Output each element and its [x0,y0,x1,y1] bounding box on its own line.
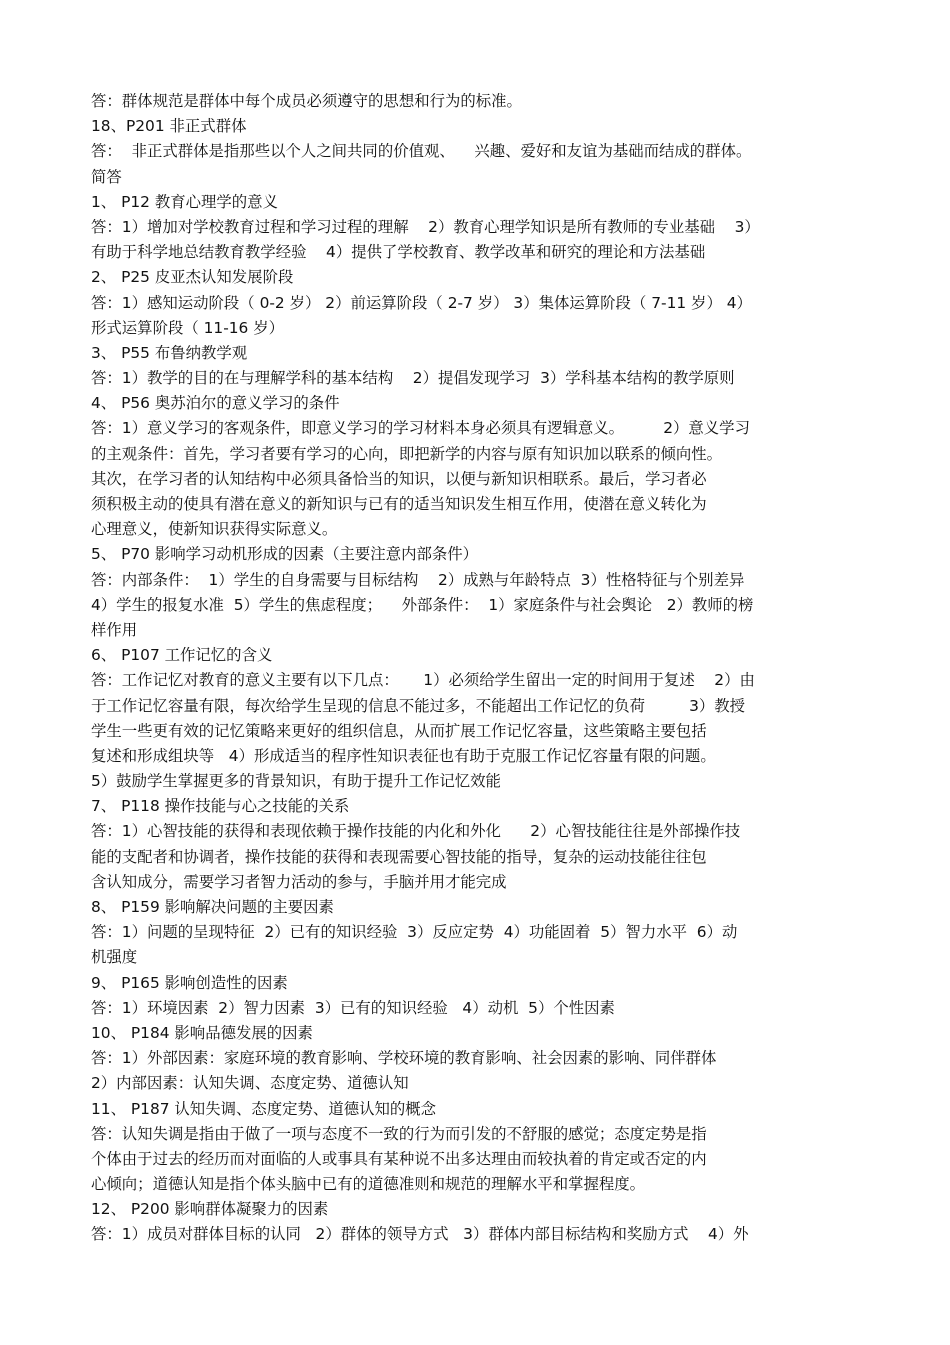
text-line: 答：1）问题的呈现特征 2）已有的知识经验 3）反应定势 4）功能固着 5）智力水平 6）动 [91,923,738,942]
text-line: 能的支配者和协调者，操作技能的获得和表现需要心智技能的指导，复杂的运动技能往往包 [91,847,707,866]
text-line: 须积极主动的使具有潜在意义的新知识与已有的适当知识发生相互作用，使潜在意义转化为 [91,495,707,513]
text-line: 答：1）成员对群体目标的认同 2）群体的领导方式 3）群体内部目标结构和奖励方式 4）外 [91,1225,749,1244]
text-line: 9、 P165 影响创造性的因素 [91,973,288,992]
text-line: 心理意义，使新知识获得实际意义。 [91,520,338,539]
text-line: 5）鼓励学生掌握更多的背景知识，有助于提升工作记忆效能 [91,772,501,791]
text-line: 12、 P200 影响群体凝聚力的因素 [91,1200,329,1219]
text-line: 答：认知失调是指由于做了一项与态度不一致的行为而引发的不舒服的感觉；态度定势是指 [91,1124,707,1143]
text-line: 7、 P118 操作技能与心之技能的关系 [91,797,350,816]
text-line: 答：1）外部因素：家庭环境的教育影响、学校环境的教育影响、社会因素的影响、同伴群体 [91,1049,717,1068]
text-line: 形式运算阶段（ 11-16 岁） [91,318,285,337]
text-line: 11、 P187 认知失调、态度定势、道德认知的概念 [91,1099,437,1118]
text-line: 2）内部因素：认知失调、态度定势、道德认知 [91,1074,409,1093]
text-line: 6、 P107 工作记忆的含义 [91,646,273,665]
text-line: 含认知成分，需要学习者智力活动的参与，手脑并用才能完成 [91,872,507,891]
text-line: 答：1）教学的目的在与理解学科的基本结构 2）提倡发现学习 3）学科基本结构的教学原则 [91,369,735,388]
text-line: 18、P201 非正式群体 [91,117,247,136]
text-line: 答：1）感知运动阶段（ 0-2 岁） 2）前运算阶段（ 2-7 岁） 3）集体运算阶段（ 7-11 岁） 4） [91,293,752,312]
text-line: 4、 P56 奥苏泊尔的意义学习的条件 [91,394,340,413]
text-line: 复述和形成组块等 4）形成适当的程序性知识表征也有助于克服工作记忆容量有限的问题。 [91,746,716,765]
document-page [91,89,871,1248]
text-line: 于工作记忆容量有限，每次给学生呈现的信息不能过多，不能超出工作记忆的负荷 3）教授 [91,696,746,715]
text-line: 个体由于过去的经历而对面临的人或事具有某种说不出多达理由而较执着的肯定或否定的内 [91,1149,707,1168]
text-line: 的主观条件：首先，学习者要有学习的心向，即把新学的内容与原有知识加以联系的倾向性。 [91,444,723,463]
text-line: 学生一些更有效的记忆策略来更好的组织信息，从而扩展工作记忆容量，这些策略主要包括 [91,721,707,740]
text-line: 答：工作记忆对教育的意义主要有以下几点： 1）必须给学生留出一定的时间用于复述 2）由 [91,671,755,690]
text-line: 答：1）环境因素 2）智力因素 3）已有的知识经验 4）动机 5）个性因素 [91,998,615,1017]
text-line: 样作用 [91,620,138,639]
text-line: 其次，在学习者的认知结构中必须具备恰当的知识，以便与新知识相联系。最后，学习者必 [91,469,707,488]
text-line: 答：1）意义学习的客观条件，即意义学习的学习材料本身必须具有逻辑意义。 2）意义学习 [91,419,750,438]
text-line: 答：1）增加对学校教育过程和学习过程的理解 2）教育心理学知识是所有教师的专业基础 3） [91,217,760,236]
text-line: 5、 P70 影响学习动机形成的因素（主要注意内部条件） [91,545,479,564]
text-line: 1、 P12 教育心理学的意义 [91,192,278,211]
text-line: 有助于科学地总结教育教学经验 4）提供了学校教育、教学改革和研究的理论和方法基础 [91,243,706,262]
text-line: 简答 [91,167,122,186]
text-line: 答：内部条件： 1）学生的自身需要与目标结构 2）成熟与年龄特点 3）性格特征与个别差异 [91,570,745,589]
text-line: 答：群体规范是群体中每个成员必须遵守的思想和行为的标准。 [91,92,522,110]
text-line: 机强度 [91,948,138,967]
text-line: 2、 P25 皮亚杰认知发展阶段 [91,268,294,287]
text-line: 3、 P55 布鲁纳教学观 [91,343,248,362]
text-line: 8、 P159 影响解决问题的主要因素 [91,898,334,916]
text-line: 答： 非正式群体是指那些以个人之间共同的价值观、 兴趣、爱好和友谊为基础而结成的群体。 [91,142,752,161]
text-line: 10、 P184 影响品德发展的因素 [91,1023,313,1042]
text-line: 答：1）心智技能的获得和表现依赖于操作技能的内化和外化 2）心智技能往往是外部操作技 [91,822,741,841]
text-line: 4）学生的报复水准 5）学生的焦虑程度； 外部条件： 1）家庭条件与社会舆论 2）教师的榜 [91,595,754,614]
text-line: 心倾向；道德认知是指个体头脑中已有的道德准则和规范的理解水平和掌握程度。 [91,1175,646,1194]
